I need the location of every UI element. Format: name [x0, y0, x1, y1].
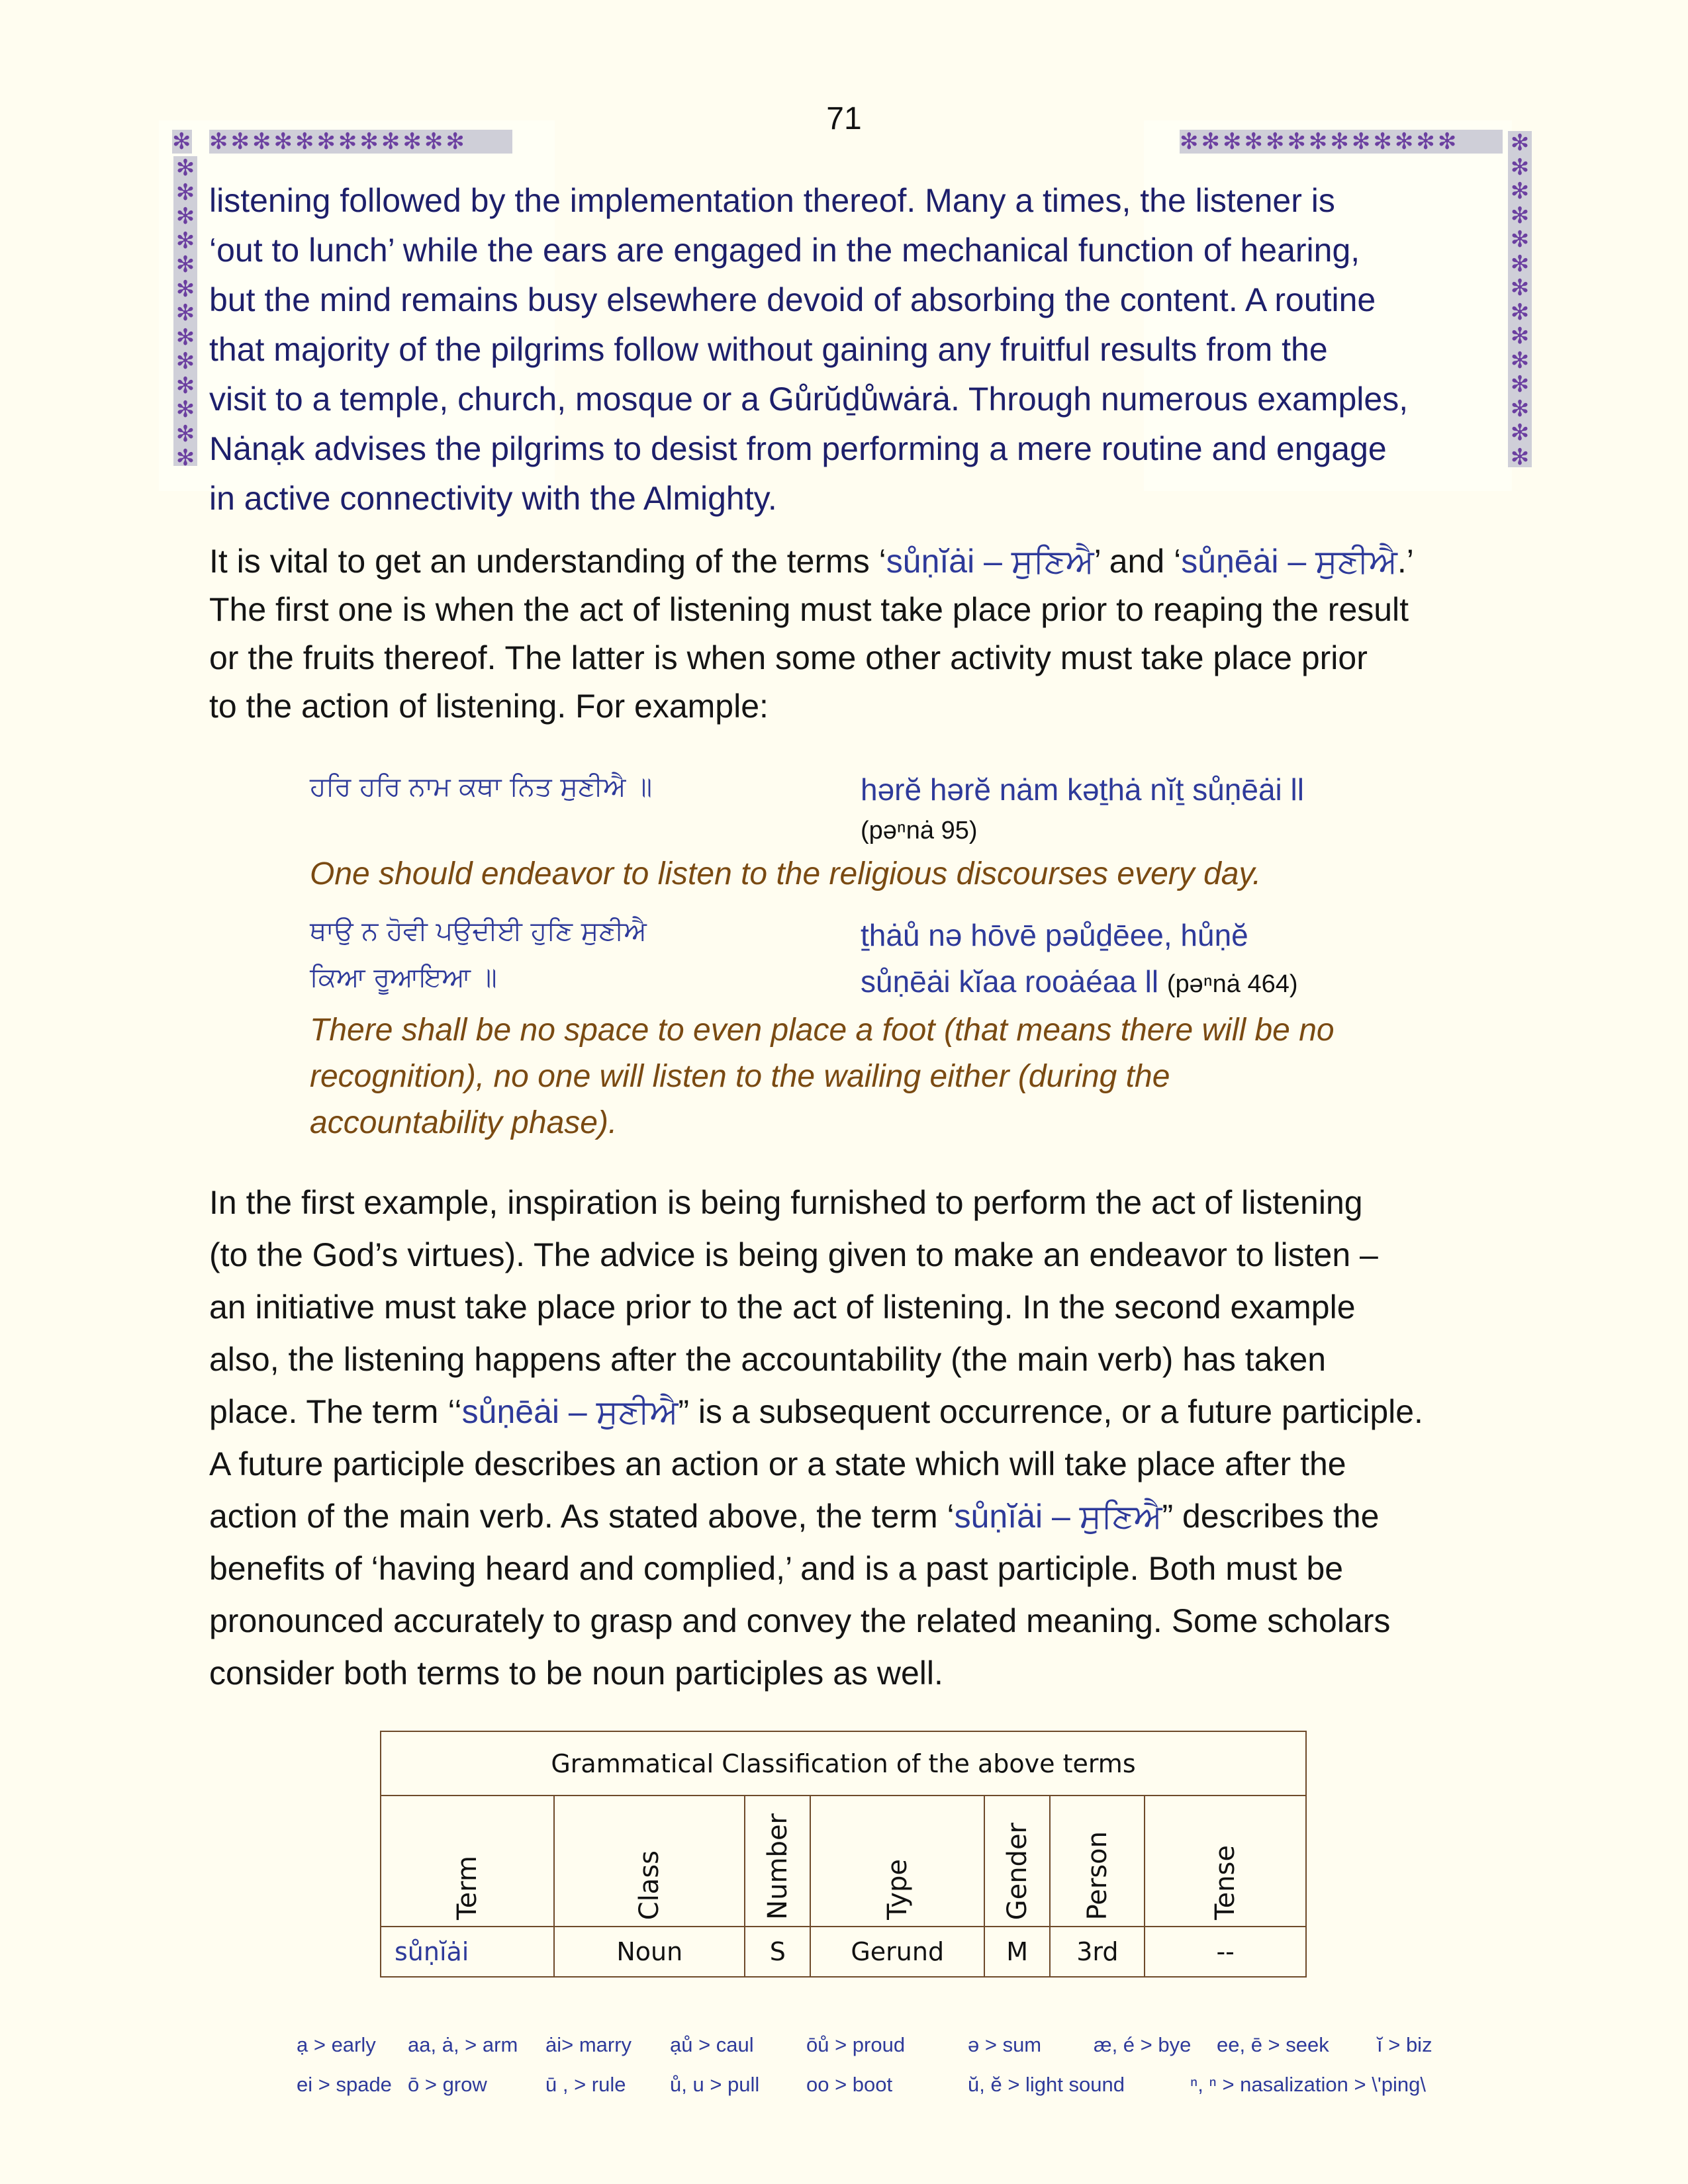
legend-item: ōů > proud [806, 2033, 906, 2056]
example2-reference: (pəⁿnȧ 464) [1166, 970, 1298, 998]
transliteration-term: sůṇēȧi – ਸੁਣੀਐ [461, 1393, 679, 1430]
text-line: listening followed by the implementation thereof. Many a times, the listener is [209, 182, 1335, 219]
page-number: 71 [826, 101, 862, 136]
text-line: place. The term ‘‘sůṇēȧi – ਸੁਣੀਐ” is a subsequent occurrence, or a future participle. [209, 1393, 1423, 1430]
text-line: accountability phase). [310, 1105, 618, 1140]
column-header-gender: Gender [984, 1796, 1050, 1927]
table-cell: S [745, 1927, 810, 1977]
column-header-class: Class [554, 1796, 745, 1927]
text-line: that majority of the pilgrims follow without gaining any fruitful results from the [209, 331, 1328, 368]
column-header-tense: Tense [1145, 1796, 1306, 1927]
legend-item: ū , > rule [545, 2073, 626, 2096]
column-header-person: Person [1050, 1796, 1145, 1927]
explanation-paragraph [209, 1177, 1476, 1700]
legend-item: ə > sum [968, 2033, 1042, 2056]
example2-transliteration-line1: ṯhȧů nə hōvē pəůḏēee, hůṇĕ [861, 918, 1248, 952]
legend-item: ei > spade [297, 2073, 392, 2096]
legend-item: ů, u > pull [670, 2073, 760, 2096]
transliteration-term: sůṇĭȧi – ਸੁਣਿਐ [886, 543, 1094, 580]
text-line: (to the God’s virtues). The advice is being given to make an endeavor to listen – [209, 1236, 1378, 1273]
terms-paragraph [209, 537, 1476, 731]
column-header-number: Number [745, 1796, 810, 1927]
text-line: In the first example, inspiration is being furnished to perform the act of listening [209, 1184, 1363, 1221]
text-line: or the fruits thereof. The latter is when some other activity must take place prior [209, 639, 1368, 676]
text-line: recognition), no one will listen to the wailing either (during the [310, 1059, 1170, 1094]
column-header-type: Type [810, 1796, 984, 1927]
legend-item: ȧi> marry [545, 2033, 632, 2056]
example2-meaning [310, 1007, 1475, 1146]
legend-item: ⁿ, ⁿ > nasalization > \'ping\ [1190, 2073, 1426, 2096]
legend-item: ạ > early [297, 2033, 376, 2056]
example1-meaning: One should endeavor to listen to the religious discourses every day. [310, 856, 1262, 891]
grammar-table [380, 1731, 1307, 1978]
ornament-border-right: ✻✻✻✻✻✻✻✻✻✻✻✻✻✻ [1508, 131, 1532, 467]
legend-item: aa, ȧ, > arm [408, 2033, 518, 2056]
text-line: an initiative must take place prior to the act of listening. In the second example [209, 1289, 1356, 1326]
text-line: action of the main verb. As stated above, the term ‘sůṇĭȧi – ਸੁਣਿਐ” describes the [209, 1498, 1380, 1535]
legend-item: ŭ, ĕ > light sound [968, 2073, 1125, 2096]
example2-transliteration-line2: sůṇēȧi kĭaa rooȧéaa ll (pəⁿnȧ 464) [861, 964, 1298, 999]
example2-gurmukhi-line2: ਕਿਆ ਰੂਆਇਆ ॥ [310, 962, 497, 993]
legend-item: ạů > caul [670, 2033, 754, 2056]
text-line: pronounced accurately to grasp and convey the related meaning. Some scholars [209, 1602, 1391, 1639]
table-cell: sůṇĭȧi [381, 1927, 554, 1977]
ornament-border-top-left-long: ✻✻✻✻✻✻✻✻✻✻✻✻ [209, 130, 512, 154]
table-cell: Noun [554, 1927, 745, 1977]
transliteration-term: sůṇēȧi – ਸੁਣੀਐ [1181, 543, 1397, 580]
column-header-term: Term [381, 1796, 554, 1927]
table-cell: -- [1145, 1927, 1306, 1977]
text-line: The first one is when the act of listening must take place prior to reaping the result [209, 591, 1409, 628]
example2-gurmukhi-line1: ਥਾਉ ਨ ਹੋਵੀ ਪਉਦੀਈ ਹੁਣਿ ਸੁਣੀਐ [310, 916, 647, 946]
text-line: There shall be no space to even place a foot (that means there will be no [310, 1013, 1335, 1048]
ornament-border-top-left: ✻ [172, 130, 191, 154]
transliteration-term: sůṇĭȧi – ਸੁਣਿਐ [954, 1498, 1162, 1535]
text-line: visit to a temple, church, mosque or a Gůrŭḏůwȧrȧ. Through numerous examples, [209, 381, 1409, 418]
table-cell: M [984, 1927, 1050, 1977]
table-cell: 3rd [1050, 1927, 1145, 1977]
example1-reference: (pəⁿnȧ 95) [861, 817, 978, 844]
legend-item: oo > boot [806, 2073, 893, 2096]
text-line: ‘out to lunch’ while the ears are engaged in the mechanical function of hearing, [209, 232, 1360, 269]
text-line: but the mind remains busy elsewhere devoid of absorbing the content. A routine [209, 281, 1376, 318]
intro-paragraph [209, 176, 1476, 523]
text-line: consider both terms to be noun participles as well. [209, 1655, 943, 1692]
legend-item: ee, ē > seek [1217, 2033, 1329, 2056]
ornament-border-left: ✻✻✻✻✻✻✻✻✻✻✻✻✻ [173, 156, 197, 466]
text-line: also, the listening happens after the accountability (the main verb) has taken [209, 1341, 1327, 1378]
example1-transliteration: hərĕ hərĕ nȧm kəṯhȧ nĭṯ sůṇēȧi ll [861, 772, 1304, 807]
example1-gurmukhi: ਹਰਿ ਹਰਿ ਨਾਮ ਕਥਾ ਨਿਤ ਸੁਣੀਐ ॥ [310, 772, 653, 802]
ornament-border-top-right: ✻✻✻✻✻✻✻✻✻✻✻✻✻ [1180, 130, 1503, 154]
text-line: A future participle describes an action or a state which will take place after the [209, 1445, 1346, 1482]
text-line: Nȧnạk advises the pilgrims to desist from performing a mere routine and engage [209, 430, 1387, 467]
table-caption: Grammatical Classification of the above terms [381, 1731, 1306, 1796]
text-line: benefits of ‘having heard and complied,’ and is a past participle. Both must be [209, 1550, 1344, 1587]
text-line: in active connectivity with the Almighty. [209, 480, 777, 517]
legend-item: ĭ > biz [1377, 2033, 1432, 2056]
legend-item: ō > grow [408, 2073, 487, 2096]
table-cell: Gerund [810, 1927, 984, 1977]
table-row [381, 1927, 1306, 1977]
legend-item: æ, é > bye [1094, 2033, 1192, 2056]
text-line: It is vital to get an understanding of the terms ‘sůṇĭȧi – ਸੁਣਿਐ’ and ‘sůṇēȧi – ਸੁਣੀਐ.’ [209, 543, 1414, 580]
text-line: to the action of listening. For example: [209, 688, 769, 725]
